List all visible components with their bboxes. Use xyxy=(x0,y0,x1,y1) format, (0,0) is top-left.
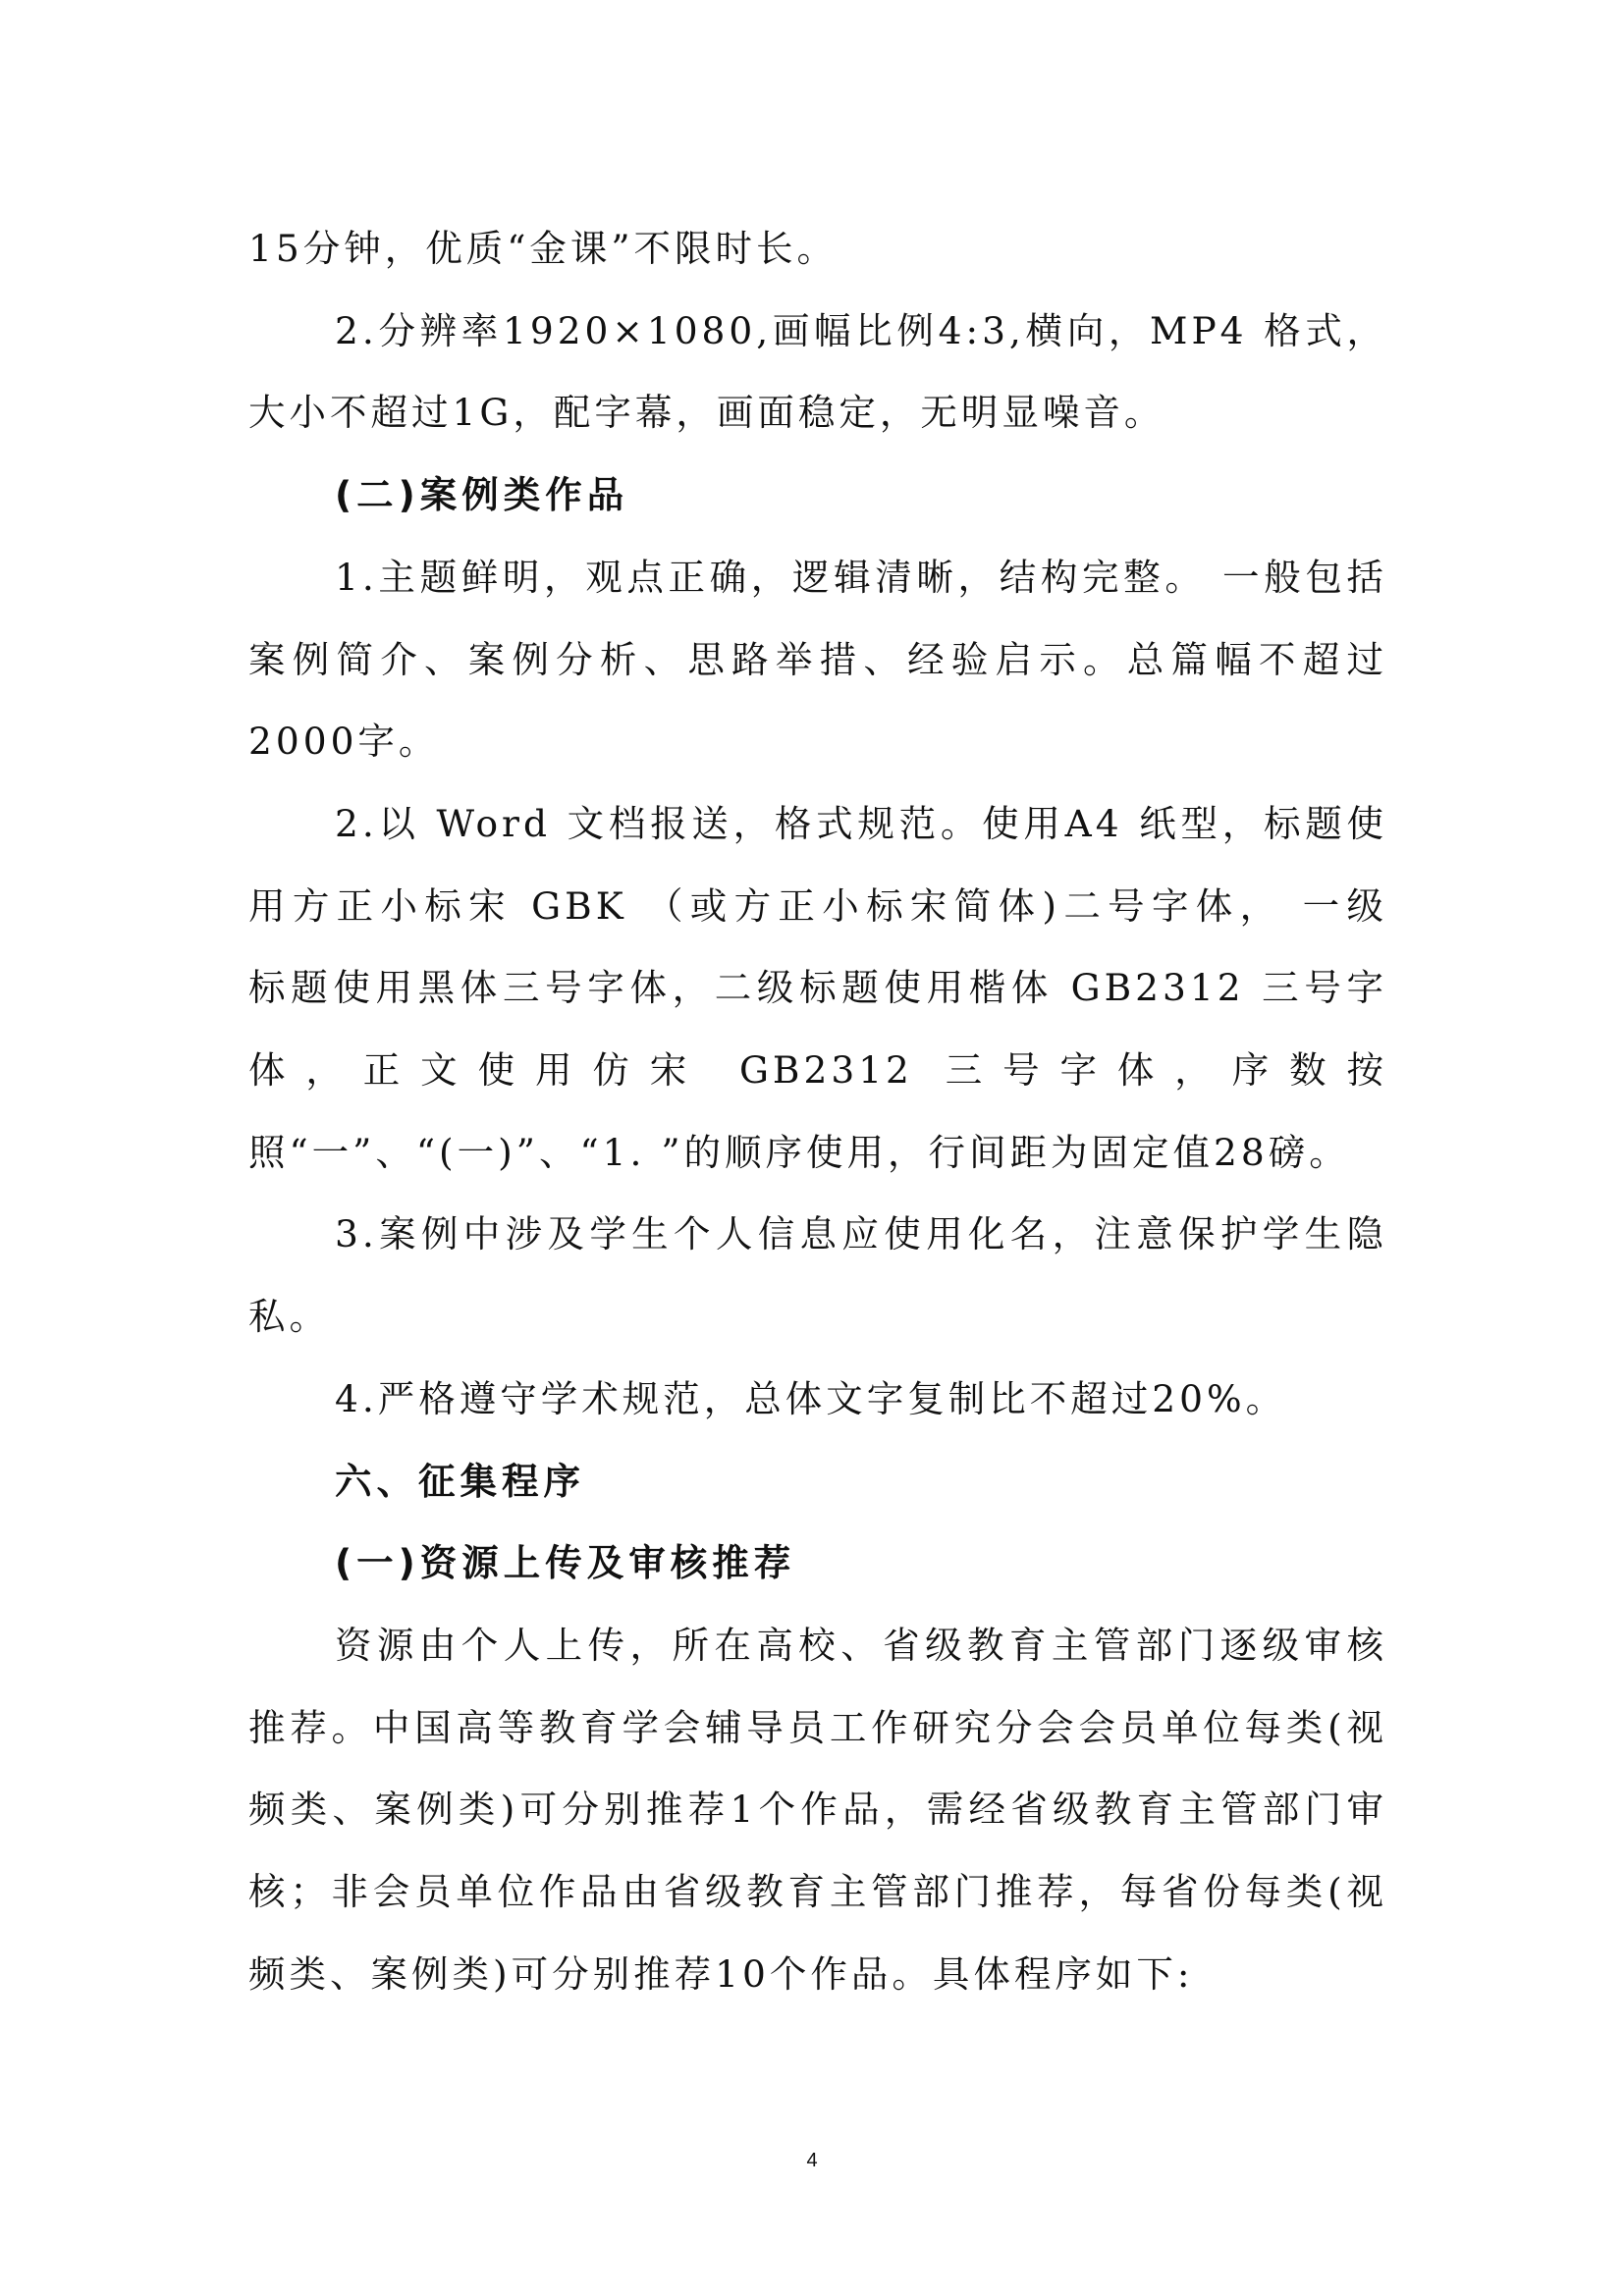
paragraph-upload-review: 资源由个人上传，所在高校、省级教育主管部门逐级审核推荐。中国高等教育学会辅导员工作研究分会会员单位每类(视频类、案例类)可分别推荐1个作品，需经省级教育主管部门审核；非会员单位作品由省级教育主管部门推荐，每省份每类(视频类、案例类)可分别推荐10个作品。具体程序如下: xyxy=(248,1623,1387,1996)
heading-upload-review: (一)资源上传及审核推荐 xyxy=(335,1541,796,1585)
heading-collection-procedure: 六、征集程序 xyxy=(335,1459,585,1503)
paragraph-case-theme: 1.主题鲜明，观点正确，逻辑清晰，结构完整。 一般包括案例简介、案例分析、思路举措、经验启示。总篇幅不超过2000字。 xyxy=(248,555,1387,764)
paragraph-video-format: 2.分辨率1920×1080,画幅比例4:3,横向，MP4 格式，大小不超过1G，配字幕，画面稳定，无明显噪音。 xyxy=(248,308,1387,435)
paragraph-case-privacy: 3.案例中涉及学生个人信息应使用化名，注意保护学生隐私。 xyxy=(248,1212,1387,1339)
page-number: 4 xyxy=(806,2150,818,2171)
paragraph-academic-norms: 4.严格遵守学术规范，总体文字复制比不超过20%。 xyxy=(335,1376,1287,1420)
heading-case-works: (二)案例类作品 xyxy=(335,473,629,517)
paragraph-continuation: 15分钟，优质“金课”不限时长。 xyxy=(248,227,839,270)
document-body xyxy=(248,208,1444,2015)
paragraph-case-format: 2.以 Word 文档报送，格式规范。使用A4 纸型，标题使用方正小标宋 GBK （或方正小标宋简体)二号字体， 一级 标题使用黑体三号字体，二级标题使用楷体 GB2312 三号字 体，正文使用仿宋 GB2312 三号字体，序数按照“一”、“(一)”、“1. ”的顺序使用，行间距为固定值28磅。 xyxy=(248,801,1444,1174)
